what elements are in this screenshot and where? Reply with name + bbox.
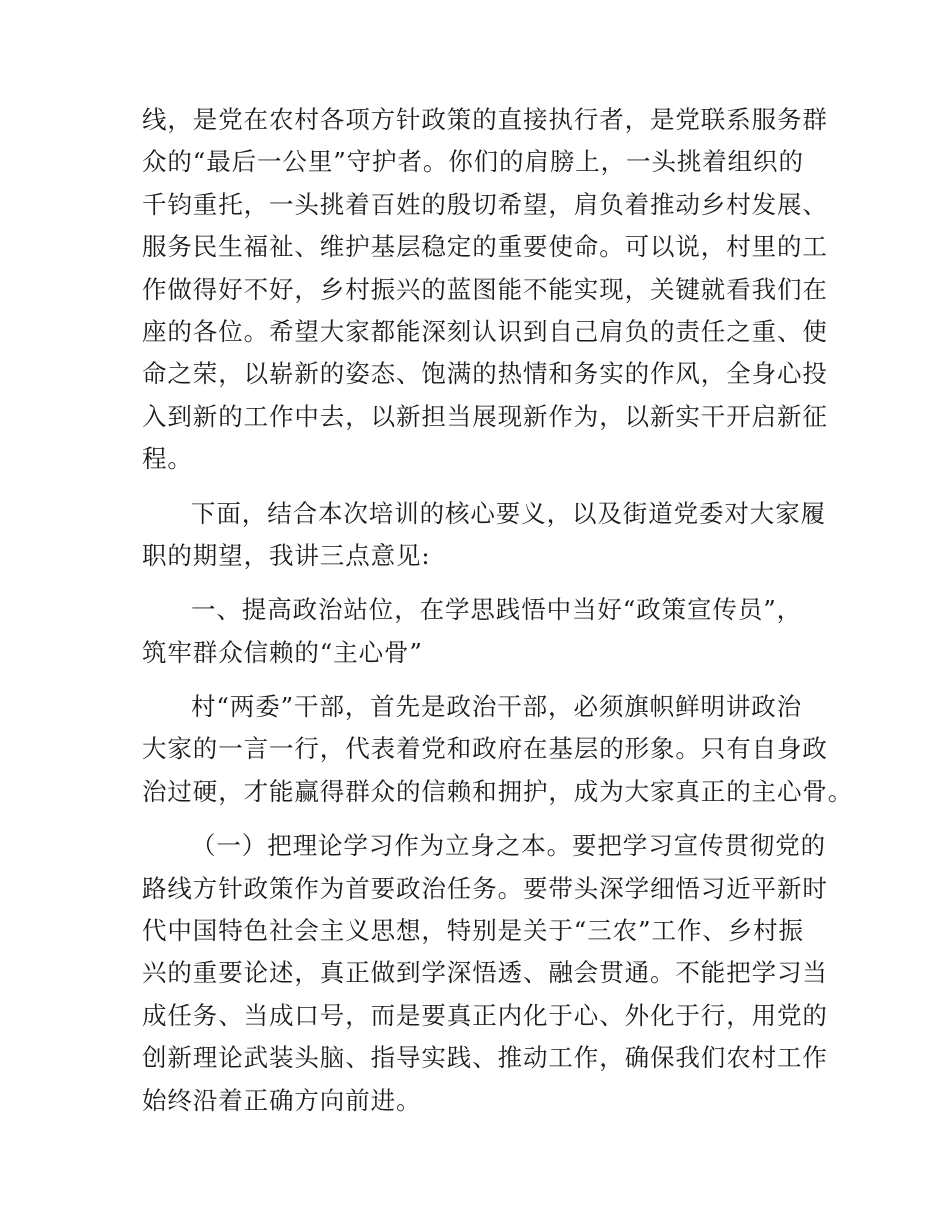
paragraph-1 xyxy=(142,99,828,481)
text-line: 作做得好不好，乡村振兴的蓝图能不能实现，关键就看我们在 xyxy=(142,274,828,304)
paragraph-3 xyxy=(142,686,854,813)
text-line: （一）把理论学习作为立身之本。要把学习宣传贯彻党的 xyxy=(191,831,826,861)
text-line: 路线方针政策作为首要政治任务。要带头深学细悟习近平新时 xyxy=(142,873,828,903)
text-line: 创新理论武装头脑、指导实践、推动工作，确保我们农村工作 xyxy=(142,1043,828,1073)
heading-line: 筑牢群众信赖的“主心骨” xyxy=(142,637,423,667)
text-line: 座的各位。希望大家都能深刻认识到自己肩负的责任之重、使 xyxy=(142,316,828,346)
text-line: 线，是党在农村各项方针政策的直接执行者，是党联系服务群 xyxy=(142,105,828,134)
text-line: 兴的重要论述，真正做到学深悟透、融会贯通。不能把学习当 xyxy=(142,958,828,988)
text-line: 始终沿着正确方向前进。 xyxy=(142,1085,422,1115)
text-line: 治过硬，才能赢得群众的信赖和拥护，成为大家真正的主心骨。 xyxy=(142,776,854,806)
text-line: 入到新的工作中去，以新担当展现新作为，以新实干开启新征 xyxy=(142,401,828,431)
text-line: 成任务、当成口号，而是要真正内化于心、外化于行，用党的 xyxy=(142,1000,828,1030)
paragraph-4 xyxy=(142,825,828,1122)
text-line: 千钧重托，一头挑着百姓的殷切希望，肩负着推动乡村发展、 xyxy=(142,189,828,219)
section-heading-1 xyxy=(142,589,812,674)
text-line: 程。 xyxy=(142,444,193,474)
document-body xyxy=(142,99,854,1122)
text-line: 村“两委”干部，首先是政治干部，必须旗帜鲜明讲政治 xyxy=(191,692,803,722)
text-line: 代中国特色社会主义思想，特别是关于“三农”工作、乡村振 xyxy=(142,916,804,946)
text-line: 命之荣，以崭新的姿态、饱满的热情和务实的作风，全身心投 xyxy=(142,359,828,389)
paragraph-2 xyxy=(142,493,826,578)
text-line: 下面，结合本次培训的核心要义，以及街道党委对大家履 xyxy=(191,498,826,528)
text-line: 职的期望，我讲三点意见: xyxy=(142,540,431,570)
text-line: 众的“最后一公里”守护者。你们的肩膀上，一头挑着组织的 xyxy=(142,147,804,177)
text-line: 服务民生福祉、维护基层稳定的重要使命。可以说，村里的工 xyxy=(142,232,828,262)
heading-line: 一、提高政治站位，在学思践悟中当好“政策宣传员”， xyxy=(191,595,803,625)
text-line: 大家的一言一行，代表着党和政府在基层的形象。只有自身政 xyxy=(142,734,828,764)
